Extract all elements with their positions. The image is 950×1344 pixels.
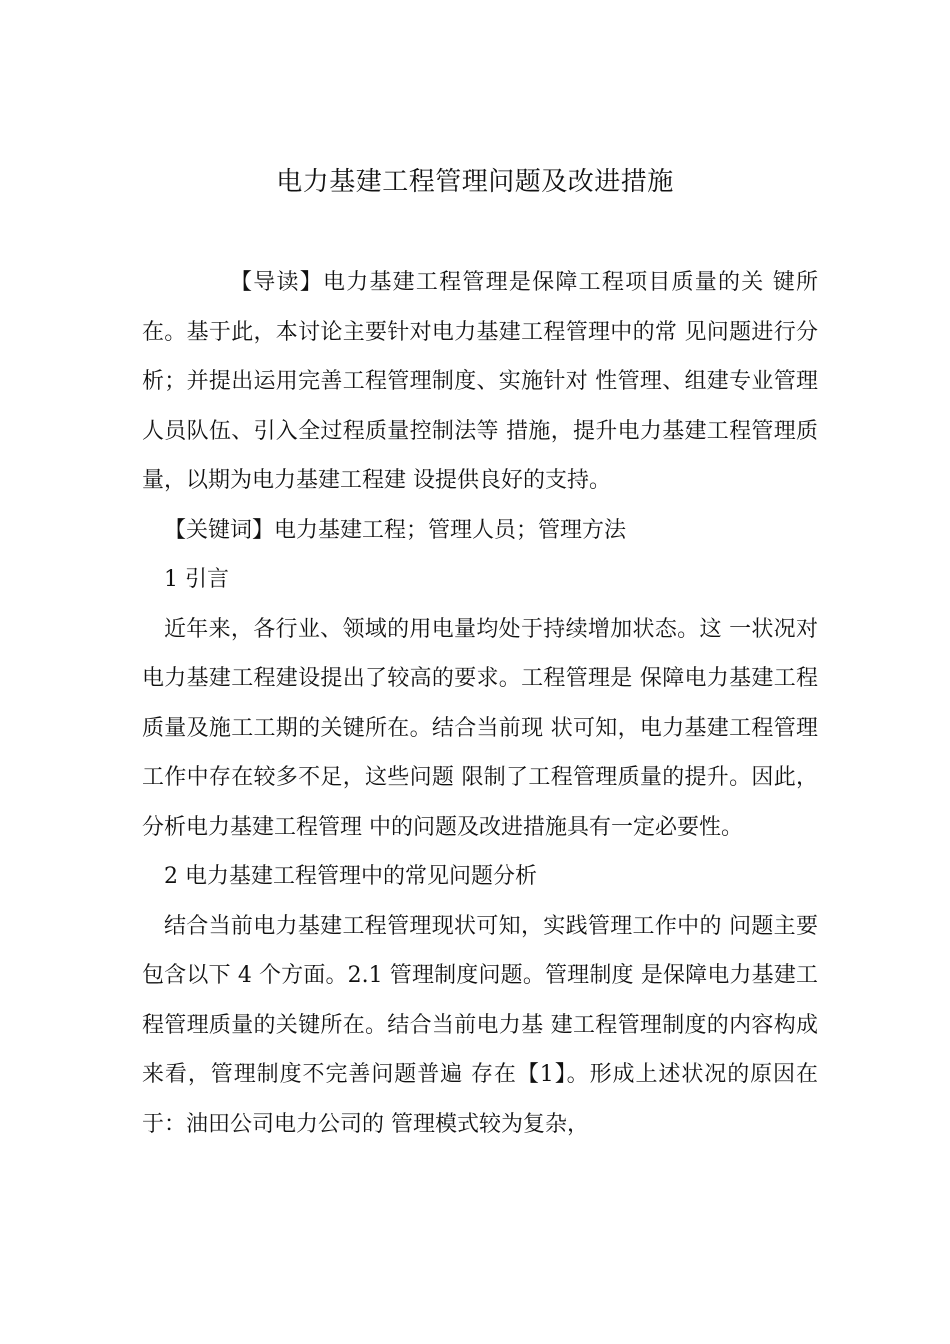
section-heading-introduction: 1 引言: [164, 567, 229, 592]
section-heading-common-problems: 2 电力基建工程管理中的常见问题分析: [164, 864, 537, 889]
document-title: 电力基建工程管理问题及改进措施: [276, 167, 674, 197]
abstract-paragraph: 【导读】电力基建工程管理是保障工程项目质量的关 键所在。基于此，本讨论主要针对电力基建工程管理中的常 见问题进行分析；并提出运用完善工程管理制度、实施针对 性管理、组建专业管理人员队伍、引入全过程质量控制法等 措施，提升电力基建工程管理质量，以期为电力基建工程建 设提供良好的支持。: [142, 270, 818, 493]
introduction-paragraph: 近年来，各行业、领域的用电量均处于持续增加状态。这 一状况对电力基建工程建设提出了较高的要求。工程管理是 保障电力基建工程质量及施工工期的关键所在。结合当前现 状可知，电力基建工程管理工作中存在较多不足，这些问题 限制了工程管理质量的提升。因此，分析电力基建工程管理 中的问题及改进措施具有一定必要性。: [142, 616, 818, 840]
keywords-paragraph: 【关键词】电力基建工程；管理人员；管理方法: [164, 517, 627, 543]
document-body: [142, 258, 818, 1149]
common-problems-paragraph: 结合当前电力基建工程管理现状可知，实践管理工作中的 问题主要包含以下 4 个方面。2.1 管理制度问题。管理制度 是保障电力基建工程管理质量的关键所在。结合当前电力基 建工程管理制度的内容构成来看，管理制度不完善问题普遍 存在【1】。形成上述状况的原因在于：油田公司电力公司的 管理模式较为复杂，: [142, 913, 818, 1137]
